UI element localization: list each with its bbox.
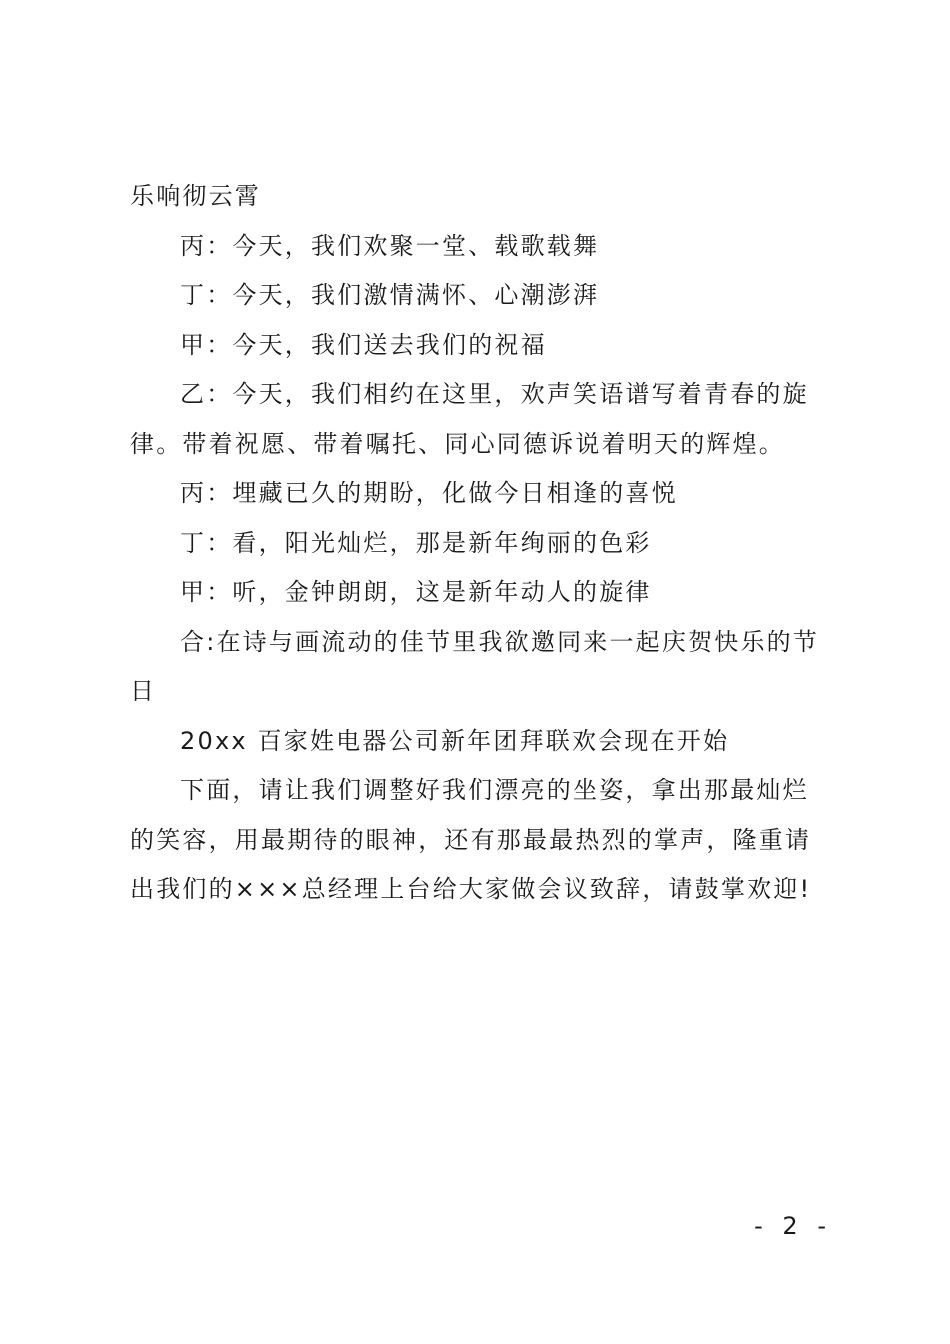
paragraph-8: 甲：听，金钟朗朗，这是新年动人的旋律 <box>180 578 652 606</box>
paragraph-2: 丙：今天，我们欢聚一堂、载歌载舞 <box>180 231 600 260</box>
paragraph-9: 合:在诗与画流动的佳节里我欲邀同来一起庆贺快乐的节日 <box>130 627 820 705</box>
paragraph-11: 下面，请让我们调整好我们漂亮的坐姿，拿出那最灿烂的笑容，用最期待的眼神，还有那最最热烈的掌声，隆重请出我们的×××总经理上台给大家做会议致辞，请鼓掌欢迎! <box>130 776 812 903</box>
paragraph-10: 20xx 百家姓电器公司新年团拜联欢会现在开始 <box>180 726 730 755</box>
document-body <box>130 172 830 915</box>
paragraph-6: 丙：埋藏已久的期盼，化做今日相逢的喜悦 <box>180 479 678 507</box>
page-number: - 2 - <box>754 1212 832 1240</box>
paragraph-3: 丁：今天，我们激情满怀、心潮澎湃 <box>180 281 600 309</box>
paragraph-4: 甲：今天，我们送去我们的祝福 <box>180 330 547 359</box>
paragraph-7: 丁：看，阳光灿烂，那是新年绚丽的色彩 <box>180 528 652 557</box>
paragraph-1: 乐响彻云霄 <box>130 182 261 210</box>
paragraph-5: 乙：今天，我们相约在这里，欢声笑语谱写着青春的旋律。带着祝愿、带着嘱托、同心同德诉说着明天的辉煌。 <box>130 380 809 458</box>
